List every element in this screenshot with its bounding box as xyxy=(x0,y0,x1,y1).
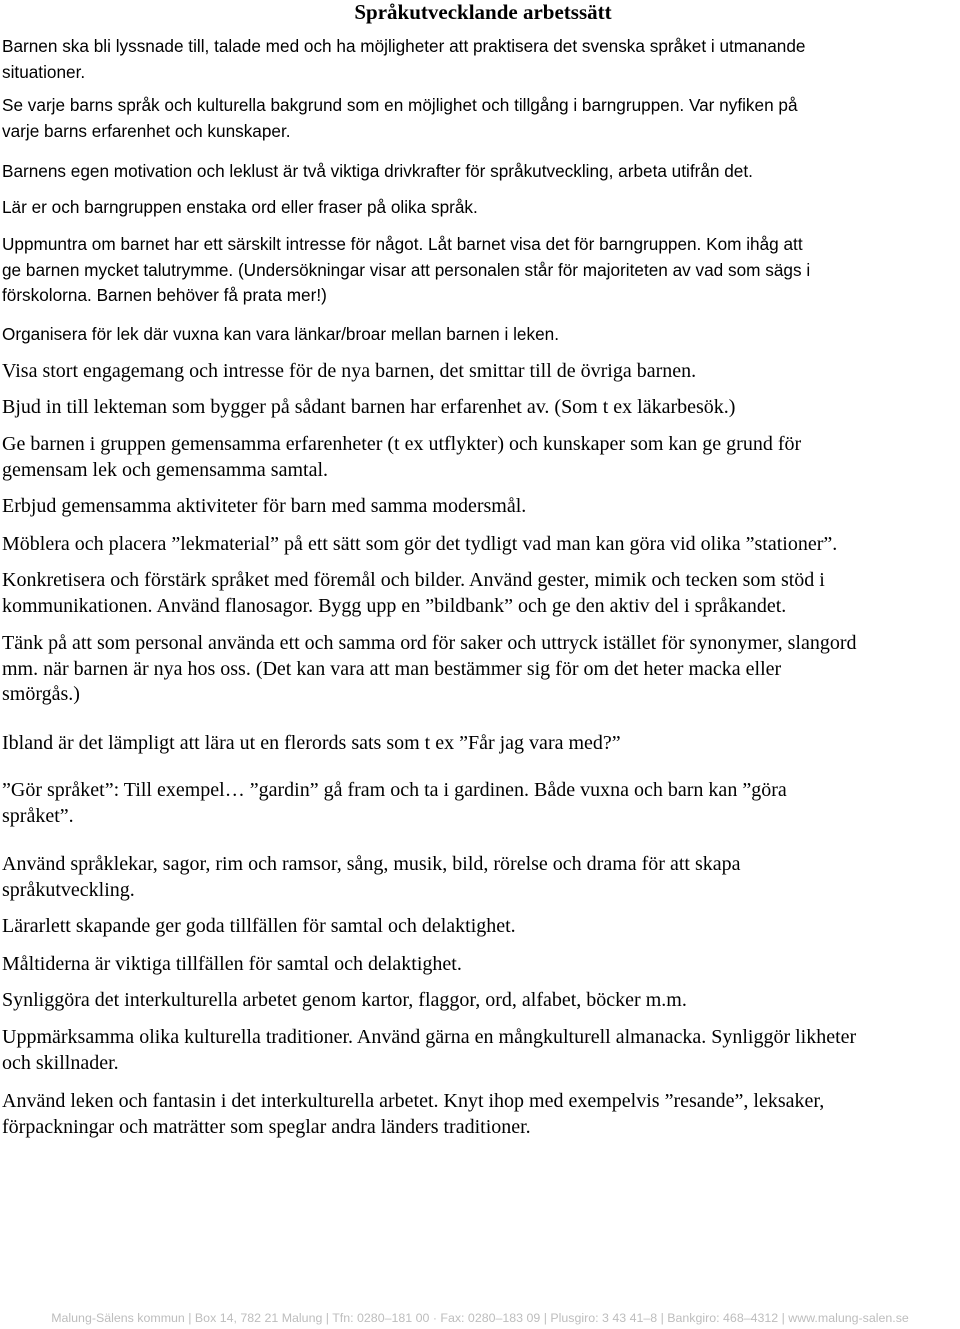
text-line: kommunikationen. Använd flanosagor. Bygg upp en ”bildbank” och ge den aktiv del i språkandet. xyxy=(2,594,787,617)
text-line: Ge barnen i gruppen gemensamma erfarenheter (t ex utflykter) och kunskaper som kan ge grund för xyxy=(2,433,802,455)
text-line: Måltiderna är viktiga tillfällen för samtal och delaktighet. xyxy=(2,953,462,975)
text-line: Synliggöra det interkulturella arbetet genom kartor, flaggor, ord, alfabet, böcker m.m. xyxy=(2,989,687,1011)
paragraph-20 xyxy=(2,1025,856,1076)
paragraph-2 xyxy=(2,93,798,144)
text-line: ge barnen mycket talutrymme. (Undersökningar visar att personalen står för majoriteten av vad som sägs i xyxy=(2,259,811,280)
text-line: Bjud in till lekteman som bygger på sådant barnen har erfarenhet av. (Som t ex läkarbesök.) xyxy=(2,396,736,418)
paragraph-21 xyxy=(2,1089,824,1140)
text-line: Konkretisera och förstärk språket med föremål och bilder. Använd gester, mimik och tecken som stöd i xyxy=(2,569,825,591)
paragraph-11 xyxy=(2,532,837,558)
paragraph-13 xyxy=(2,631,857,708)
text-line: Uppmuntra om barnet har ett särskilt intresse för något. Låt barnet visa det för barngruppen. Kom ihåg att xyxy=(2,234,803,254)
document-title: Språkutvecklande arbetssätt xyxy=(354,0,612,24)
paragraph-15 xyxy=(2,778,787,829)
text-line: Se varje barns språk och kulturella bakgrund som en möjlighet och tillgång i barngruppen. Var nyfiken på xyxy=(2,95,798,115)
text-line: förpackningar och maträtter som speglar andra länders traditioner. xyxy=(2,1115,531,1138)
paragraph-7 xyxy=(2,359,696,385)
text-line: Barnen ska bli lyssnade till, talade med och ha möjligheter att praktisera det svenska språket i utmanande xyxy=(2,36,806,56)
paragraph-1 xyxy=(2,34,805,85)
paragraph-3 xyxy=(2,159,753,185)
text-line: Möblera och placera ”lekmaterial” på ett sätt som gör det tydligt vad man kan göra vid olika ”stationer”. xyxy=(2,533,838,555)
paragraph-4 xyxy=(2,195,478,221)
text-line: situationer. xyxy=(2,61,86,82)
text-line: smörgås.) xyxy=(2,683,80,705)
text-line: Barnens egen motivation och leklust är två viktiga drivkrafter för språkutveckling, arbeta utifrån det. xyxy=(2,161,753,181)
paragraph-6 xyxy=(2,322,559,348)
paragraph-5 xyxy=(2,232,810,309)
text-line: Lär er och barngruppen enstaka ord eller fraser på olika språk. xyxy=(2,197,478,217)
text-line: språket”. xyxy=(2,804,74,827)
paragraph-19 xyxy=(2,988,687,1014)
text-line: Erbjud gemensamma aktiviteter för barn med samma modersmål. xyxy=(2,495,527,517)
paragraph-12 xyxy=(2,568,825,619)
text-line: Använd språklekar, sagor, rim och ramsor, sång, musik, bild, rörelse och drama för att skapa xyxy=(2,853,741,875)
text-line: Ibland är det lämpligt att lära ut en flerords sats som t ex ”Får jag vara med?” xyxy=(2,732,621,754)
page-footer: Malung-Sälens kommun | Box 14, 782 21 Malung | Tfn: 0280–181 00 · Fax: 0280–183 09 | Plusgiro: 3 43 41–8 | Bankgiro: 468–4312 | www.malung-salen.se xyxy=(51,1311,909,1325)
paragraph-10 xyxy=(2,494,526,520)
paragraph-9 xyxy=(2,432,801,483)
paragraph-16 xyxy=(2,852,741,903)
text-line: Visa stort engagemang och intresse för de nya barnen, det smittar till de övriga barnen. xyxy=(2,360,697,382)
text-line: gemensam lek och gemensamma samtal. xyxy=(2,458,329,481)
text-line: mm. när barnen är nya hos oss. (Det kan vara att man bestämmer sig för om det heter macka eller xyxy=(2,657,782,680)
paragraph-17 xyxy=(2,914,516,940)
text-line: och skillnader. xyxy=(2,1051,119,1074)
text-line: Organisera för lek där vuxna kan vara länkar/broar mellan barnen i leken. xyxy=(2,324,559,344)
text-line: Använd leken och fantasin i det interkulturella arbetet. Knyt ihop med exempelvis ”resande”, leksaker, xyxy=(2,1090,825,1112)
text-line: Uppmärksamma olika kulturella traditioner. Använd gärna en mångkulturell almanacka. Synliggör likheter xyxy=(2,1026,857,1048)
text-line: förskolorna. Barnen behöver få prata mer!) xyxy=(2,285,327,305)
paragraph-8 xyxy=(2,395,735,421)
paragraph-14 xyxy=(2,731,621,757)
text-line: ”Gör språket”: Till exempel… ”gardin” gå fram och ta i gardinen. Både vuxna och barn kan ”göra xyxy=(2,779,787,801)
text-line: varje barns erfarenhet och kunskaper. xyxy=(2,120,291,141)
text-line: språkutveckling. xyxy=(2,878,135,901)
text-line: Lärarlett skapande ger goda tillfällen för samtal och delaktighet. xyxy=(2,915,516,937)
text-line: Tänk på att som personal använda ett och samma ord för saker och uttryck istället för synonymer, slangord xyxy=(2,632,857,654)
paragraph-18 xyxy=(2,952,462,978)
